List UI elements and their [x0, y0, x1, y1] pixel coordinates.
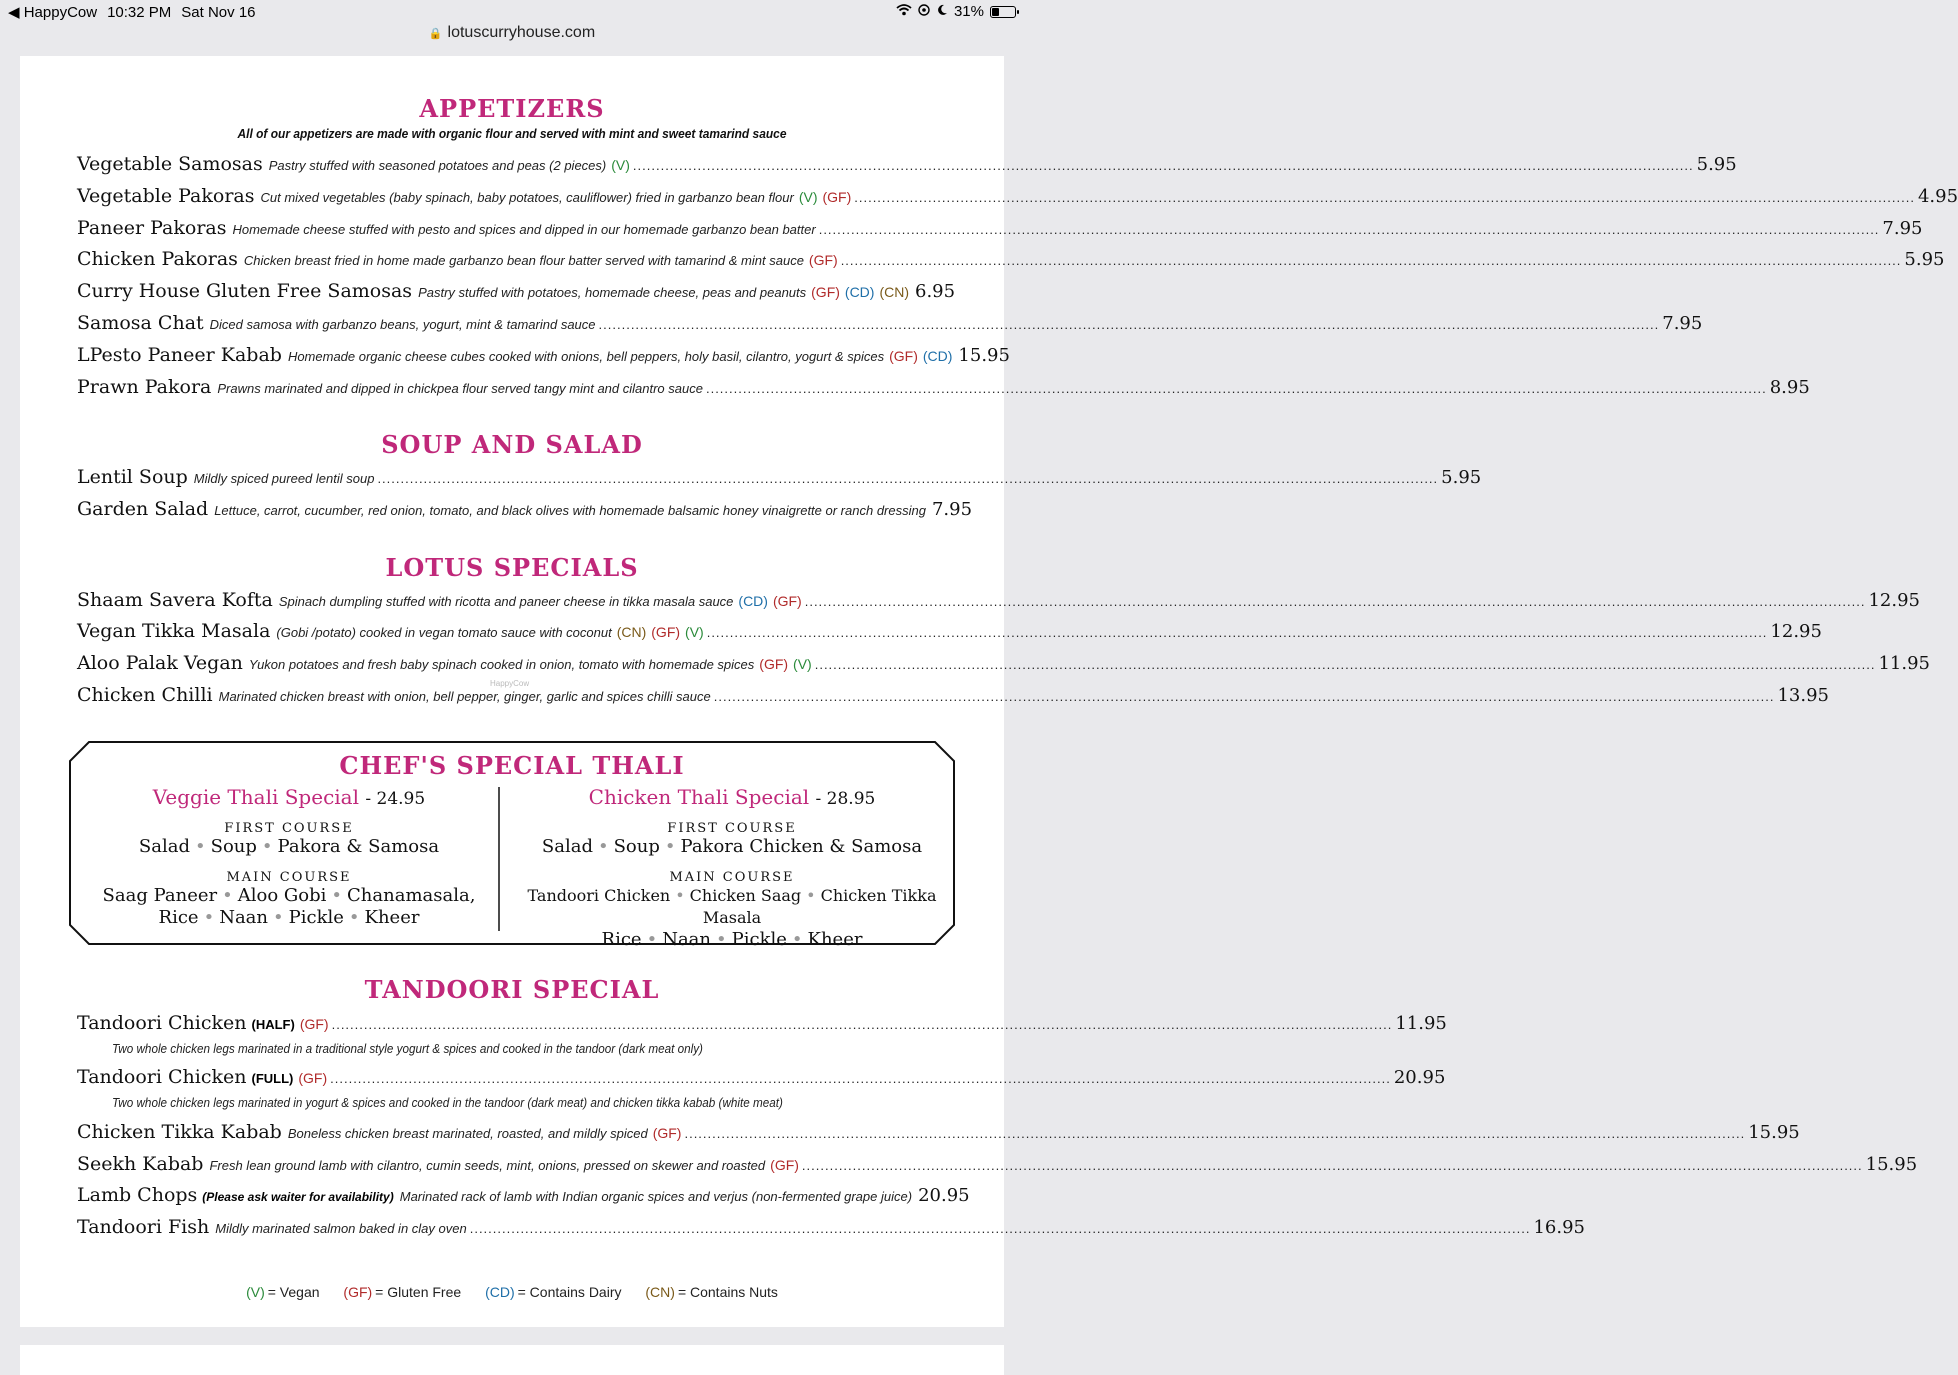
veggie-thali-price: - 24.95	[365, 789, 426, 809]
menu-item: Chicken Pakoras Chicken breast fried in home made garbanzo bean flour batter served with tamarind & mint sauce (GF) ..... 5.95	[77, 248, 939, 274]
main-course-items: Saag Paneer • Aloo Gobi • Chanamasala,	[102, 885, 476, 906]
tandoori-title: TANDOORI SPECIAL	[364, 975, 660, 1004]
menu-item: Lentil Soup Mildly spiced pureed lentil soup ..... 5.95	[77, 466, 939, 492]
item-note: Two whole chicken legs marinated in a traditional style yogurt & spices and cooked in the tandoor (dark meat only)	[112, 1041, 703, 1056]
menu-item: Garden Salad Lettuce, carrot, cucumber, red onion, tomato, and black olives with homemade balsamic honey vinaigrette or ranch dressing 7.95	[77, 498, 973, 520]
menu-item: LPesto Paneer Kabab Homemade organic cheese cubes cooked with onions, bell peppers, holy basil, cilantro, yogurt & spices (GF) (CD) 15.95	[77, 344, 1010, 366]
first-course-label: FIRST COURSE	[667, 821, 797, 836]
menu-page	[20, 56, 1958, 1327]
url-bar[interactable]	[0, 24, 1024, 50]
status-time: 10:32 PM	[107, 3, 172, 21]
thali-box	[69, 741, 955, 950]
lock-icon: 🔒	[428, 28, 443, 40]
first-course-items: Salad • Soup • Pakora & Samosa	[138, 836, 440, 857]
wifi-icon	[896, 3, 912, 20]
menu-item: Prawn Pakora Prawns marinated and dipped in chickpea flour served tangy mint and cilantro sauce ..... 8.95	[77, 376, 939, 402]
battery-icon	[990, 6, 1016, 18]
location-icon	[918, 3, 930, 20]
menu-item: Curry House Gluten Free Samosas Pastry stuffed with potatoes, homemade cheese, peas and peanuts (GF) (CD) (CN) 6.95	[77, 280, 956, 302]
menu-item: Paneer Pakoras Homemade cheese stuffed with pesto and spices and dipped in our homemade garbanzo bean batter ..... 7.95	[77, 217, 939, 243]
main-course-sides: Rice • Naan • Pickle • Kheer	[601, 929, 863, 950]
menu-item: Lamb Chops (Please ask waiter for availability) Marinated rack of lamb with Indian organic spices and verjus (non-fermented grape juice) 20.95	[77, 1184, 970, 1206]
back-to-app-link[interactable]: ◀ HappyCow	[8, 4, 98, 21]
veggie-thali-name: Veggie Thali Special	[152, 785, 359, 809]
menu-item: Tandoori Fish Mildly marinated salmon baked in clay oven ..... 16.95	[77, 1216, 939, 1242]
chicken-thali-name: Chicken Thali Special	[588, 785, 810, 809]
menu-item: Seekh Kabab Fresh lean ground lamb with cilantro, cumin seeds, mint, onions, pressed on skewer and roasted (GF) ..... 15.95	[77, 1153, 939, 1179]
first-course-items: Salad • Soup • Pakora Chicken & Samosa	[541, 836, 923, 857]
menu-item: Chicken Chilli Marinated chicken breast with onion, bell pepper, ginger, garlic and spices chilli sauce ..... 13.95	[77, 684, 939, 710]
menu-item: Tandoori Chicken (FULL) (GF) ..... 20.95	[77, 1066, 939, 1092]
main-course-items: Tandoori Chicken • Chicken Saag • Chicken Tikka Masala	[527, 886, 937, 927]
menu-item: Aloo Palak Vegan Yukon potatoes and fresh baby spinach cooked in onion, tomato with homemade spices (GF) (V) ..... 11.95	[77, 652, 939, 678]
menu-item: Tandoori Chicken (HALF) (GF) ..... 11.95	[77, 1012, 939, 1038]
menu-item: Chicken Tikka Kabab Boneless chicken breast marinated, roasted, and mildly spiced (GF) ..... 15.95	[77, 1121, 939, 1147]
happycow-watermark: HappyCow	[490, 679, 530, 688]
menu-item: Vegan Tikka Masala (Gobi /potato) cooked in vegan tomato sauce with coconut (CN) (GF) (V) ..... 12.95	[77, 620, 939, 646]
first-course-label: FIRST COURSE	[224, 821, 354, 836]
thali-title: CHEF'S SPECIAL THALI	[339, 751, 685, 780]
status-bar	[0, 0, 1024, 24]
main-course-label: MAIN COURSE	[226, 870, 352, 885]
battery-percent: 31%	[953, 3, 984, 20]
item-note: Two whole chicken legs marinated in yogurt & spices and cooked in the tandoor (dark meat) and chicken tikka kabab (white meat)	[112, 1095, 783, 1110]
menu-item: Vegetable Samosas Pastry stuffed with seasoned potatoes and peas (2 pieces) (V) ..... 5.95	[77, 153, 939, 179]
next-page	[20, 1345, 1004, 1375]
url-text: lotuscurryhouse.com	[447, 24, 596, 41]
menu-item: Shaam Savera Kofta Spinach dumpling stuffed with ricotta and paneer cheese in tikka masala sauce (CD) (GF) ..... 12.95	[77, 589, 939, 615]
appetizers-title: APPETIZERS	[419, 94, 605, 123]
appetizers-subtitle: All of our appetizers are made with organic flour and served with mint and sweet tamarind sauce	[237, 126, 787, 141]
menu-item: Vegetable Pakoras Cut mixed vegetables (baby spinach, baby potatoes, cauliflower) fried in garbanzo bean flour (V) (GF) ..... 4.95	[77, 185, 939, 211]
chicken-thali-price: - 28.95	[815, 789, 876, 809]
lotus-specials-title: LOTUS SPECIALS	[385, 553, 639, 582]
soup-salad-title: SOUP AND SALAD	[381, 430, 643, 459]
menu-item: Samosa Chat Diced samosa with garbanzo beans, yogurt, mint & tamarind sauce ..... 7.95	[77, 312, 939, 338]
main-course-label: MAIN COURSE	[669, 870, 795, 885]
veggie-thali	[69, 785, 509, 929]
dietary-legend: (V) = Vegan (GF) = Gluten Free (CD) = Contains Dairy (CN) = Contains Nuts	[246, 1284, 778, 1300]
main-course-sides: Rice • Naan • Pickle • Kheer	[158, 907, 420, 928]
moon-icon	[936, 3, 948, 20]
status-date: Sat Nov 16	[181, 3, 256, 21]
chicken-thali	[512, 785, 952, 951]
